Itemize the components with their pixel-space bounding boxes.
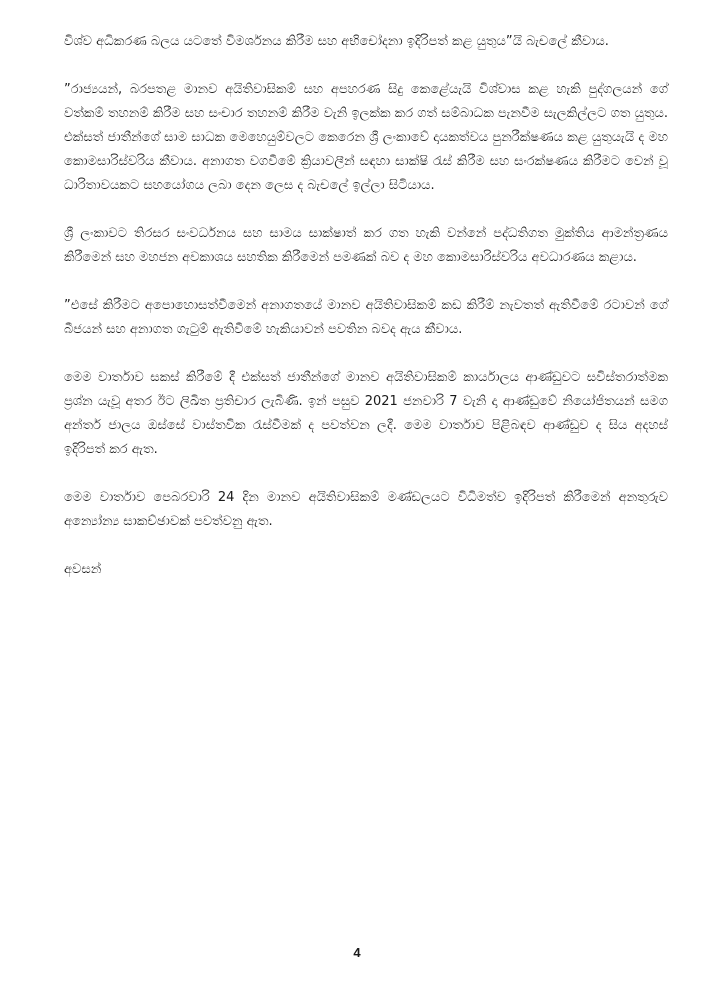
paragraph-end: අවසන් [64,562,102,577]
body-text [64,30,668,582]
paragraph-report-preparation: මෙම වාර්තාව සකස් කිරීමේ දී එක්සත් ජාතීන්ගේ මානව අයිතිවාසිකම් කාර්යාලය ආණ්ඩුවට සවිස්තරාත්මක ප්‍රශ්න යැවූ අතර ඊට ලිඛිත ප්‍රතිචාර ලැබිණි. ඉන් පසුව 2021 ජනවාරි 7 වැනි දා ආණ්ඩුවේ නියෝජිතයන් සමග අන්තර් ජාලය ඔස්සේ වාස්තවික රැස්වීමක් ද පවත්වන ලදී. මෙම වාර්තාව පිළිබඳව ආණ්ඩුව ද සිය අදහස් ඉදිරිපත් කර ඇත. [64,370,668,457]
paragraph-interactive-dialogue: මෙම වාර්තාව පෙබරවාරි 24 දින මානව අයිතිවාසිකම් මණ්ඩලයට විධිමත්ව ඉදිරිපත් කිරීමෙන් අනතුරුව අන්‍යෝන්‍ය සාකච්ඡාවක් පවත්වනු ඇත. [64,490,668,529]
page-number: 4 [353,945,361,960]
paragraph-future-violations: ”එසේ කිරීමට අපොහොසත්වීමෙන් අනාගතයේ මානව අයිතිවාසිකම් කඩ කිරීම් නැවතත් ඇතිවීමේ රටාවන් ගේ බීජයන් සහ අනාගත ගැටුම් ඇතිවීමේ හැකියාවන් පවතින බවද ඇය කීවාය. [64,298,668,337]
paragraph-sustainable-development: ශ්‍රී ලංකාවට තිරසර සංවර්ධනය සහ සාමය සාක්ෂාත් කර ගත හැකි වන්නේ පද්ධතිගත මුක්තිය ආමන්ත්‍රණය කිරීමෙන් සහ මහජන අවකාශය සහතික කිරීමෙන් පමණක් බව ද මහ කොමසාරිස්වරිය අවධාරණය කළාය. [64,226,668,265]
paragraph-jurisdiction: විශ්ව අධිකරණ බලය යටතේ විමර්ශනය කිරීම සහ අභිචෝදනා ඉදිරිපත් කළ යුතුය”යි බැචලේ කීවාය. [64,34,609,49]
paragraph-sanctions: ”රාජ්‍යයන්, බරපතළ මානව අයිතිවාසිකම් සහ අපහරණ සිදු කෙළේයැයි විශ්වාස කළ හැකි පුද්ගලයන් ගේ වත්කම් තහනම් කිරීම සහ සංචාර තහනම් කිරීම වැනි ඉලක්ක කර ගත් සම්බාධක පැනවීම සැලකිල්ලට ගත යුතුය. එක්සත් ජාතීන්ගේ සාම සාධක මෙහෙයුම්වලට කෙරෙන ශ්‍රී ලංකාවේ දායකත්වය පුනරීක්ෂණය කළ යුතුයැයි ද මහ කොමසාරිස්වරිය කීවාය. අනාගත වගවීමේ ක්‍රියාවලීන් සඳහා සාක්ෂි රැස් කිරීම සහ සංරක්ෂණය කිරීමට වෙන් වූ ධාරිතාවයකට සහයෝගය ලබා දෙන ලෙස ද බැචලේ ඉල්ලා සිටියාය. [64,82,668,193]
